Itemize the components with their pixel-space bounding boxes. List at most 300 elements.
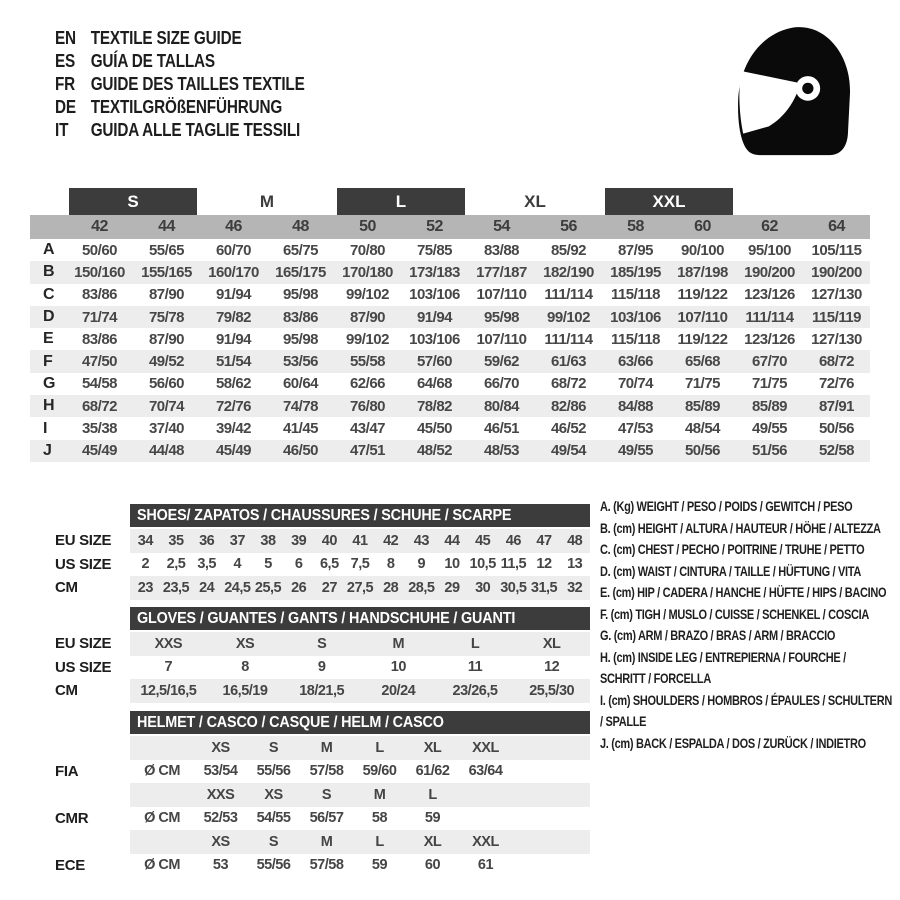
value-cell: 34 — [137, 532, 153, 549]
size-value-cell: 99/102 — [346, 286, 389, 304]
size-value-cell: 71/75 — [684, 375, 721, 393]
value-cell: 8 — [241, 659, 249, 676]
visor-pivot-dot — [802, 83, 813, 94]
size-value-cell: 55/58 — [349, 353, 386, 371]
size-value-cell: 43/47 — [349, 420, 386, 438]
size-table-row — [30, 284, 870, 306]
shoes-size-table — [55, 504, 590, 600]
clothing-size-table — [30, 188, 870, 462]
size-value-cell: 107/110 — [476, 330, 527, 348]
racing-helmet-icon — [735, 24, 853, 159]
diameter-unit-label: Ø CM — [144, 763, 180, 780]
size-value-cell: 59/62 — [483, 353, 520, 371]
row-label: US SIZE — [55, 555, 112, 573]
spacer — [55, 607, 130, 630]
value-cell: 44 — [444, 532, 460, 549]
row-label: FIA — [55, 762, 79, 780]
helmet-table-header — [130, 711, 590, 734]
row-cells — [130, 760, 590, 784]
size-group-S: S — [69, 188, 197, 215]
row-label: CMR — [55, 809, 89, 827]
size-value-cell: 41/45 — [282, 420, 319, 438]
size-value-cell: 68/72 — [818, 353, 855, 371]
language-title: GUIDE DES TAILLES TEXTILE — [90, 74, 305, 94]
value-cell: S — [317, 635, 327, 652]
size-value-cell: 71/75 — [751, 375, 788, 393]
size-value-cell: 70/74 — [148, 397, 185, 415]
sub-table-row — [55, 760, 590, 784]
row-cells — [130, 632, 590, 656]
size-group-header-row — [30, 188, 870, 215]
helmet-size-table — [55, 711, 590, 877]
size-value-cell: 75/85 — [416, 241, 453, 259]
size-value-cell: 103/106 — [610, 308, 661, 326]
size-column-number: 52 — [426, 218, 443, 235]
row-cells — [130, 783, 590, 807]
value-cell: 57/58 — [309, 857, 344, 874]
size-value-cell: 68/72 — [81, 397, 118, 415]
size-group-XXL: XXL — [605, 188, 733, 215]
shoes-header-row — [55, 504, 590, 527]
size-value-cell: 103/106 — [409, 330, 460, 348]
value-cell: 26 — [291, 579, 307, 596]
value-cell: XXS — [206, 786, 235, 803]
size-table-row — [30, 373, 870, 395]
row-label: EU SIZE — [55, 532, 112, 550]
size-value-cell: 182/190 — [543, 263, 594, 281]
size-value-cell: 87/90 — [148, 286, 185, 304]
language-title-list — [55, 27, 310, 142]
size-value-cell: 177/187 — [476, 263, 527, 281]
value-cell: 9 — [317, 659, 326, 676]
value-cell: 30 — [475, 579, 491, 596]
value-cell: 32 — [567, 579, 583, 596]
size-value-cell: 67/70 — [751, 353, 788, 371]
value-cell: 47 — [536, 532, 552, 549]
value-cell: 36 — [199, 532, 215, 549]
row-cells — [130, 576, 590, 600]
value-cell: XXL — [472, 739, 499, 756]
size-value-cell: 51/56 — [751, 442, 788, 460]
helmet-header-label: HELMET / CASCO / CASQUE / HELM / CASCO — [137, 713, 444, 731]
shoes-table-body — [55, 529, 590, 600]
sub-table-row — [55, 830, 590, 854]
size-table-row — [30, 306, 870, 328]
size-value-cell: 63/66 — [617, 353, 654, 371]
size-value-cell: 91/94 — [215, 286, 252, 304]
value-cell: 59/60 — [362, 763, 397, 780]
size-table-row — [30, 328, 870, 350]
value-cell: 28,5 — [408, 579, 435, 596]
language-row — [55, 73, 310, 96]
size-value-cell: 83/86 — [81, 330, 118, 348]
value-cell: 48 — [567, 532, 583, 549]
size-value-cell: 54/58 — [81, 375, 118, 393]
row-cells — [130, 529, 590, 553]
value-cell: 24 — [199, 579, 215, 596]
row-label: CM — [55, 682, 78, 700]
size-value-cell: 47/53 — [617, 420, 654, 438]
value-cell: 46 — [505, 532, 521, 549]
value-cell: 4 — [233, 556, 242, 573]
size-value-cell: 72/76 — [215, 397, 252, 415]
value-cell: 42 — [383, 532, 399, 549]
row-letter: H — [43, 397, 55, 415]
size-value-cell: 47/50 — [81, 353, 118, 371]
size-value-cell: 74/78 — [282, 397, 319, 415]
language-code: FR — [55, 74, 76, 94]
size-value-cell: 160/170 — [208, 263, 259, 281]
size-value-cell: 49/55 — [617, 442, 654, 460]
size-column-number: 42 — [91, 218, 108, 235]
value-cell: 31,5 — [530, 579, 558, 596]
size-value-cell: 65/75 — [282, 241, 319, 259]
value-cell: 45 — [475, 532, 491, 549]
size-value-cell: 51/54 — [215, 353, 252, 371]
language-code: EN — [55, 28, 76, 48]
value-cell: 10 — [444, 556, 460, 573]
value-cell: 12 — [536, 556, 552, 573]
diameter-unit-label: Ø CM — [144, 857, 180, 874]
size-value-cell: 46/50 — [282, 442, 319, 460]
value-cell: 12,5/16,5 — [140, 682, 197, 699]
helmet-header-row — [55, 711, 590, 734]
legend-entry: I. (cm) SHOULDERS / HOMBROS / ÉPAULES / SCHULTERN / SPALLE — [600, 691, 892, 729]
size-group-M: M — [259, 191, 275, 211]
size-table-body — [30, 239, 870, 462]
size-value-cell: 111/114 — [745, 308, 794, 326]
size-value-cell: 35/38 — [81, 420, 118, 438]
value-cell: 3,5 — [197, 556, 216, 573]
value-cell: 61 — [477, 857, 494, 874]
size-value-cell: 65/68 — [684, 353, 721, 371]
row-label: US SIZE — [55, 658, 112, 676]
size-value-cell: 50/56 — [684, 442, 721, 460]
size-value-cell: 173/183 — [409, 263, 460, 281]
sub-table-row — [55, 854, 590, 878]
size-value-cell: 60/70 — [215, 241, 252, 259]
row-label — [55, 783, 130, 807]
value-cell: 55/56 — [256, 857, 291, 874]
value-cell: 54/55 — [256, 810, 291, 827]
value-cell: XL — [542, 635, 561, 652]
size-value-cell: 49/52 — [148, 353, 185, 371]
row-label — [55, 830, 130, 854]
size-column-number: 60 — [694, 218, 711, 235]
size-value-cell: 190/200 — [811, 263, 862, 281]
value-cell: L — [470, 635, 480, 652]
size-value-cell: 55/65 — [148, 241, 185, 259]
row-letter: J — [43, 441, 52, 459]
size-value-cell: 83/88 — [483, 241, 520, 259]
size-column-number: 50 — [359, 218, 376, 235]
row-label: ECE — [55, 856, 85, 874]
diameter-unit-label: Ø CM — [144, 810, 180, 827]
row-letter: F — [43, 352, 53, 370]
value-cell: 58 — [371, 810, 388, 827]
size-value-cell: 48/52 — [416, 442, 453, 460]
size-value-cell: 84/88 — [617, 397, 654, 415]
size-value-cell: 52/58 — [818, 442, 855, 460]
value-cell: XL — [423, 739, 442, 756]
value-cell: 24,5 — [224, 579, 251, 596]
row-cells — [130, 854, 590, 878]
value-cell: 16,5/19 — [222, 682, 268, 699]
legend-entry: J. (cm) BACK / ESPALDA / DOS / ZURÜCK / INDIETRO — [600, 734, 866, 751]
row-cells — [130, 807, 590, 831]
row-cells — [130, 656, 590, 680]
size-value-cell: 190/200 — [744, 263, 795, 281]
value-cell: 25,5/30 — [529, 682, 575, 699]
size-value-cell: 165/175 — [275, 263, 326, 281]
size-column-number: 44 — [158, 218, 175, 235]
size-value-cell: 185/195 — [610, 263, 661, 281]
size-value-cell: 49/54 — [550, 442, 587, 460]
gloves-header-label: GLOVES / GUANTES / GANTS / HANDSCHUHE / GUANTI — [137, 609, 516, 627]
language-title: TEXTILE SIZE GUIDE — [90, 28, 242, 48]
value-cell: 43 — [413, 532, 429, 549]
row-cells — [130, 736, 590, 760]
size-value-cell: 70/80 — [349, 241, 386, 259]
size-value-cell: 50/60 — [81, 241, 118, 259]
size-value-cell: 75/78 — [148, 308, 185, 326]
value-cell: 28 — [383, 579, 399, 596]
value-cell: 53 — [212, 857, 229, 874]
row-letter: I — [43, 419, 48, 437]
row-letter: E — [43, 330, 54, 348]
value-cell: 6,5 — [319, 556, 339, 573]
size-value-cell: 58/62 — [215, 375, 252, 393]
value-cell: 7,5 — [350, 556, 370, 573]
legend-entry: A. (Kg) WEIGHT / PESO / POIDS / GEWITCH / PESO — [600, 498, 853, 514]
size-value-cell: 47/51 — [349, 442, 386, 460]
language-row — [55, 119, 310, 142]
sub-table-row — [55, 679, 590, 703]
row-letter: C — [43, 285, 55, 303]
size-value-cell: 60/64 — [282, 375, 319, 393]
size-group-blank — [30, 188, 66, 215]
size-value-cell: 90/100 — [681, 241, 724, 259]
value-cell: 27,5 — [346, 579, 374, 596]
size-group-L: L — [337, 188, 465, 215]
size-value-cell: 87/90 — [349, 308, 386, 326]
value-cell: 11 — [467, 659, 483, 676]
row-label: EU SIZE — [55, 635, 112, 653]
value-cell: 37 — [229, 532, 245, 549]
value-cell: 2 — [141, 556, 150, 573]
value-cell: XS — [264, 786, 283, 803]
value-cell: XXL — [472, 833, 499, 850]
legend-entry: C. (cm) CHEST / PECHO / POITRINE / TRUHE / PETTO — [600, 541, 865, 557]
value-cell: 23 — [137, 579, 153, 596]
size-column-number: 64 — [828, 218, 845, 235]
value-cell: M — [320, 833, 333, 850]
sub-table-row — [55, 807, 590, 831]
row-cells — [130, 679, 590, 703]
size-value-cell: 127/130 — [811, 330, 862, 348]
size-value-cell: 107/110 — [476, 286, 527, 304]
value-cell: 7 — [164, 659, 173, 676]
row-letter: G — [43, 374, 56, 392]
value-cell: 12 — [544, 659, 560, 676]
value-cell: 8 — [386, 556, 395, 573]
value-cell: 41 — [352, 532, 368, 549]
shoes-header-label: SHOES/ ZAPATOS / CHAUSSURES / SCHUHE / SCARPE — [137, 506, 512, 524]
language-title: GUÍA DE TALLAS — [90, 51, 215, 71]
size-value-cell: 87/95 — [617, 241, 654, 259]
value-cell: XL — [423, 833, 442, 850]
language-code: DE — [55, 97, 76, 117]
spacer — [55, 504, 130, 527]
size-table-row — [30, 261, 870, 283]
size-value-cell: 85/89 — [751, 397, 788, 415]
size-table-row — [30, 395, 870, 417]
size-value-cell: 80/84 — [483, 397, 520, 415]
size-value-cell: 119/122 — [677, 286, 728, 304]
value-cell: M — [392, 635, 405, 652]
size-value-cell: 46/51 — [483, 420, 520, 438]
legend-entry: F. (cm) TIGH / MUSLO / CUISSE / SCHENKEL / COSCIA — [600, 605, 869, 622]
size-value-cell: 62/66 — [349, 375, 386, 393]
size-value-cell: 95/98 — [483, 308, 520, 326]
gloves-table-body — [55, 632, 590, 703]
legend-entry: E. (cm) HIP / CADERA / HANCHE / HÜFTE / HIPS / BACINO — [600, 584, 887, 600]
value-cell: L — [428, 786, 437, 803]
value-cell: 40 — [321, 532, 337, 549]
row-letter: A — [43, 241, 55, 259]
language-code: IT — [55, 120, 69, 140]
value-cell: 59 — [424, 810, 441, 827]
value-cell: 35 — [168, 532, 184, 549]
value-cell: 10,5 — [469, 556, 496, 573]
value-cell: 29 — [444, 579, 460, 596]
size-value-cell: 66/70 — [483, 375, 520, 393]
row-cells — [130, 553, 590, 577]
size-group-XL: XL — [524, 191, 546, 211]
size-value-cell: 83/86 — [282, 308, 319, 326]
row-letter: D — [43, 308, 55, 326]
size-value-cell: 115/118 — [610, 286, 661, 304]
value-cell: 2,5 — [166, 556, 186, 573]
size-value-cell: 76/80 — [349, 397, 386, 415]
size-value-cell: 44/48 — [148, 442, 185, 460]
size-value-cell: 85/92 — [550, 241, 587, 259]
language-row — [55, 50, 310, 73]
size-value-cell: 61/63 — [550, 353, 587, 371]
size-table-row — [30, 350, 870, 372]
value-cell: 53/54 — [203, 763, 238, 780]
value-cell: 13 — [567, 556, 583, 573]
value-cell: 10 — [390, 659, 406, 676]
gloves-table-header — [130, 607, 590, 630]
size-value-cell: 91/94 — [416, 308, 453, 326]
size-value-cell: 95/98 — [282, 286, 319, 304]
row-label — [55, 736, 130, 760]
size-group-blank — [736, 188, 803, 215]
size-value-cell: 64/68 — [416, 375, 453, 393]
value-cell: 5 — [264, 556, 272, 573]
value-cell: M — [320, 739, 333, 756]
value-cell: 27 — [321, 579, 337, 596]
size-value-cell: 105/115 — [811, 241, 862, 259]
shoes-table-header — [130, 504, 590, 527]
legend-entry: D. (cm) WAIST / CINTURA / TAILLE / HÜFTUNG / VITA — [600, 562, 861, 579]
size-value-cell: 45/50 — [416, 420, 453, 438]
language-title: TEXTILGRÖßENFÜHRUNG — [90, 97, 283, 117]
row-letter: B — [43, 263, 55, 281]
size-value-cell: 123/126 — [744, 330, 795, 348]
size-value-cell: 83/86 — [81, 286, 118, 304]
size-value-cell: 170/180 — [342, 263, 393, 281]
size-value-cell: 87/90 — [148, 330, 185, 348]
size-value-cell: 53/56 — [282, 353, 319, 371]
size-value-cell: 45/49 — [81, 442, 118, 460]
row-cells — [130, 830, 590, 854]
size-value-cell: 115/118 — [610, 330, 661, 348]
value-cell: XS — [211, 833, 230, 850]
size-value-cell: 99/102 — [346, 330, 389, 348]
value-cell: 57/58 — [309, 763, 344, 780]
size-value-cell: 119/122 — [677, 330, 728, 348]
size-value-cell: 127/130 — [811, 286, 862, 304]
gloves-size-table — [55, 607, 590, 703]
size-value-cell: 37/40 — [148, 420, 185, 438]
language-code: ES — [55, 51, 76, 71]
size-value-cell: 187/198 — [677, 263, 728, 281]
value-cell: 61/62 — [415, 763, 450, 780]
legend-entry: B. (cm) HEIGHT / ALTURA / HAUTEUR / HÖHE / ALTEZZA — [600, 519, 881, 536]
value-cell: 52/53 — [203, 810, 238, 827]
value-cell: XS — [211, 739, 230, 756]
size-value-cell: 68/72 — [550, 375, 587, 393]
gloves-header-row — [55, 607, 590, 630]
legend-entry: G. (cm) ARM / BRAZO / BRAS / ARM / BRACCIO — [600, 627, 836, 643]
size-value-cell: 91/94 — [215, 330, 252, 348]
size-value-cell: 70/74 — [617, 375, 654, 393]
value-cell: XS — [235, 635, 255, 652]
value-cell: 63/64 — [468, 763, 503, 780]
size-value-cell: 57/60 — [416, 353, 453, 371]
size-value-cell: 85/89 — [684, 397, 721, 415]
measurement-legend — [600, 496, 892, 754]
size-value-cell: 155/165 — [141, 263, 192, 281]
size-value-cell: 95/98 — [282, 330, 319, 348]
sub-table-row — [55, 529, 590, 553]
language-row — [55, 27, 310, 50]
size-value-cell: 72/76 — [818, 375, 855, 393]
size-value-cell: 48/53 — [483, 442, 520, 460]
size-value-cell: 46/52 — [550, 420, 587, 438]
size-column-number: 48 — [292, 218, 309, 235]
size-column-number: 56 — [560, 218, 577, 235]
language-title: GUIDA ALLE TAGLIE TESSILI — [90, 120, 301, 140]
size-column-number: 54 — [493, 218, 510, 235]
size-column-number: 58 — [627, 218, 644, 235]
value-cell: M — [373, 786, 386, 803]
value-cell: 55/56 — [256, 763, 291, 780]
size-column-number: 46 — [225, 218, 242, 235]
sub-table-row — [55, 576, 590, 600]
sub-table-row — [55, 736, 590, 760]
size-value-cell: 111/114 — [544, 286, 593, 304]
size-value-cell: 107/110 — [677, 308, 728, 326]
size-value-cell: 71/74 — [81, 308, 118, 326]
helmet-table-body — [55, 736, 590, 877]
value-cell: S — [321, 786, 332, 803]
sub-table-row — [55, 553, 590, 577]
value-cell: 30,5 — [500, 579, 527, 596]
value-cell: 25,5 — [254, 579, 282, 596]
